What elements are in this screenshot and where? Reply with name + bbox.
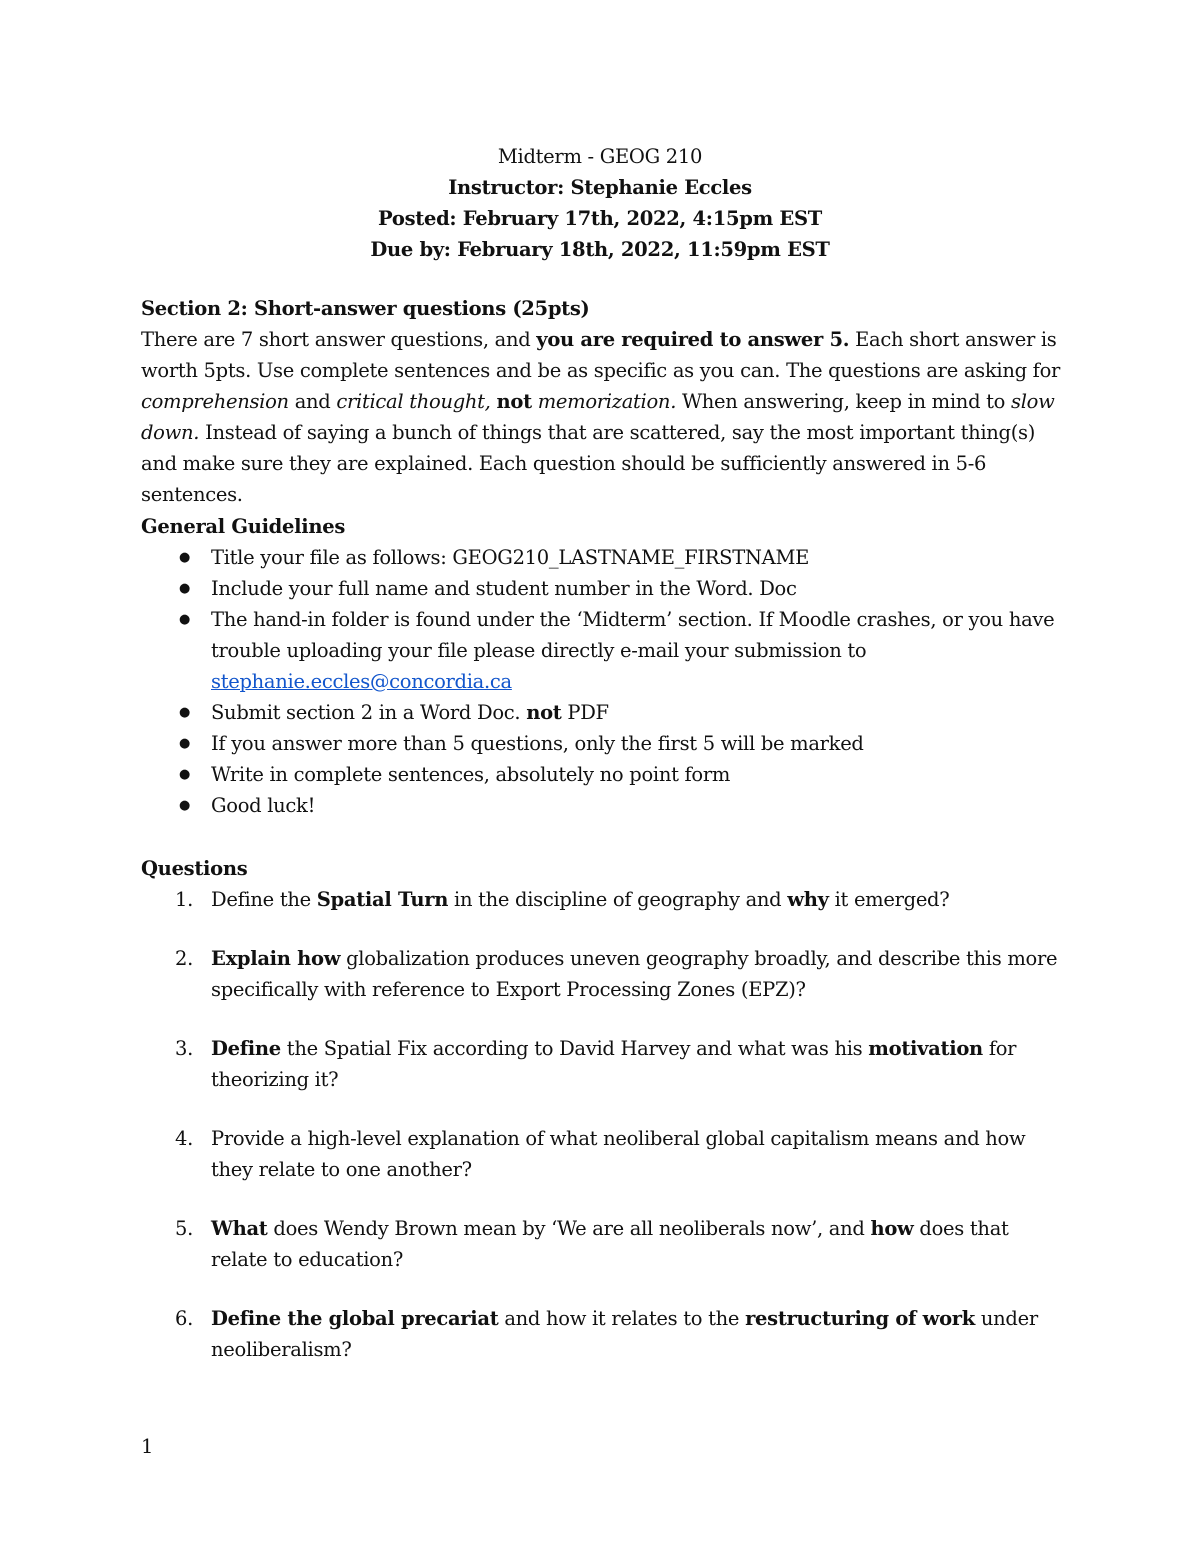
text-run: When answering, keep in mind to: [676, 390, 1012, 413]
text-run: in the discipline of geography and: [448, 888, 788, 911]
question-item: [141, 1123, 1061, 1185]
italic-text: memorization.: [537, 390, 677, 413]
italic-text: slow down.: [141, 390, 1055, 444]
text-run: Define the: [211, 888, 317, 911]
bullet-icon: ●: [179, 736, 191, 751]
bullet-icon: ●: [179, 612, 191, 627]
question-item: [141, 1033, 1061, 1095]
due-date: Due by: February 18th, 2022, 11:59pm EST: [370, 238, 830, 261]
general-guidelines: [141, 511, 1061, 821]
guidelines-heading: General Guidelines: [141, 515, 346, 538]
section-2: [141, 293, 1061, 510]
text-run: under neoliberalism?: [211, 1307, 1038, 1361]
page-number: 1: [141, 1435, 154, 1458]
question-item: [141, 884, 1061, 915]
bold-text: why: [787, 888, 829, 911]
posted-date: Posted: February 17th, 2022, 4:15pm EST: [378, 207, 822, 230]
guideline-item: [141, 790, 1061, 821]
guideline-item: [141, 728, 1061, 759]
text-run: Each short answer is worth 5pts. Use complete sentences and be as specific as you can. The questions are asking for: [141, 328, 1061, 382]
question-number: 3.: [175, 1037, 194, 1060]
bullet-icon: ●: [179, 550, 191, 565]
guideline-item: [141, 542, 1061, 573]
text-run: PDF: [561, 701, 609, 724]
question-number: 6.: [175, 1307, 194, 1330]
bold-text: not: [526, 701, 562, 724]
text-run: and how it relates to the: [498, 1307, 746, 1330]
bold-text: Define the global precariat: [211, 1307, 499, 1330]
text-run: The hand-in folder is found under the ‘Midterm’ section. If Moodle crashes, or you have trouble uploading your file please directly e-mail your submission to: [211, 608, 1055, 662]
bullet-icon: ●: [179, 767, 191, 782]
question-number: 4.: [175, 1127, 194, 1150]
bold-text: not: [496, 390, 532, 413]
text-run: If you answer more than 5 questions, only the first 5 will be marked: [211, 732, 864, 755]
email-link[interactable]: stephanie.eccles@concordia.ca: [211, 670, 512, 693]
question-number: 2.: [175, 947, 194, 970]
text-run: There are 7 short answer questions, and: [141, 328, 537, 351]
guideline-item: [141, 697, 1061, 728]
text-run: Instead of saying a bunch of things that are scattered, say the most important thing(s) and make sure they are explained. Each question should be sufficiently answered in 5-6 sentences.: [141, 421, 1036, 506]
questions-list: [141, 884, 1061, 1365]
document-header: [0, 141, 1200, 265]
text-run: Provide a high-level explanation of what neoliberal global capitalism means and how they relate to one another?: [211, 1127, 1026, 1181]
text-run: globalization produces uneven geography broadly, and describe this more specifically with reference to Export Processing Zones (EPZ)?: [211, 947, 1058, 1001]
bullet-icon: ●: [179, 705, 191, 720]
italic-text: critical thought,: [336, 390, 491, 413]
bold-text: restructuring of work: [745, 1307, 975, 1330]
text-run: Write in complete sentences, absolutely no point form: [211, 763, 731, 786]
bold-text: Spatial Turn: [316, 888, 449, 911]
question-item: [141, 1303, 1061, 1365]
document-title: Midterm - GEOG 210: [497, 145, 703, 168]
bullet-icon: ●: [179, 798, 191, 813]
bold-text: you are required to answer 5.: [536, 328, 850, 351]
text-run: the Spatial Fix according to David Harvey and what was his: [280, 1037, 869, 1060]
text-run: Title your file as follows: GEOG210_LASTNAME_FIRSTNAME: [211, 546, 810, 569]
text-run: and: [288, 390, 337, 413]
text-run: does that relate to education?: [211, 1217, 1009, 1271]
text-run: it emerged?: [828, 888, 950, 911]
guidelines-list: [141, 542, 1061, 821]
text-run: Submit section 2 in a Word Doc.: [211, 701, 527, 724]
guideline-item: [141, 604, 1061, 697]
question-item: [141, 943, 1061, 1005]
italic-text: comprehension: [141, 390, 289, 413]
questions-section: [141, 853, 1061, 1393]
section-2-heading: Section 2: Short-answer questions (25pts): [141, 297, 590, 320]
guideline-item: [141, 573, 1061, 604]
bold-text: Define: [211, 1037, 281, 1060]
question-number: 1.: [175, 888, 194, 911]
bold-text: how: [870, 1217, 914, 1240]
text-run: does Wendy Brown mean by ‘We are all neoliberals now’, and: [267, 1217, 871, 1240]
instructor-line: Instructor: Stephanie Eccles: [448, 176, 752, 199]
bold-text: Explain how: [211, 947, 341, 970]
text-run: Include your full name and student number in the Word. Doc: [211, 577, 797, 600]
question-item: [141, 1213, 1061, 1275]
bullet-icon: ●: [179, 581, 191, 596]
question-number: 5.: [175, 1217, 194, 1240]
bold-text: What: [211, 1217, 268, 1240]
guideline-item: [141, 759, 1061, 790]
questions-heading: Questions: [141, 857, 248, 880]
text-run: for theorizing it?: [211, 1037, 1017, 1091]
section-2-instructions: [141, 324, 1061, 510]
text-run: Good luck!: [211, 794, 316, 817]
bold-text: motivation: [868, 1037, 983, 1060]
